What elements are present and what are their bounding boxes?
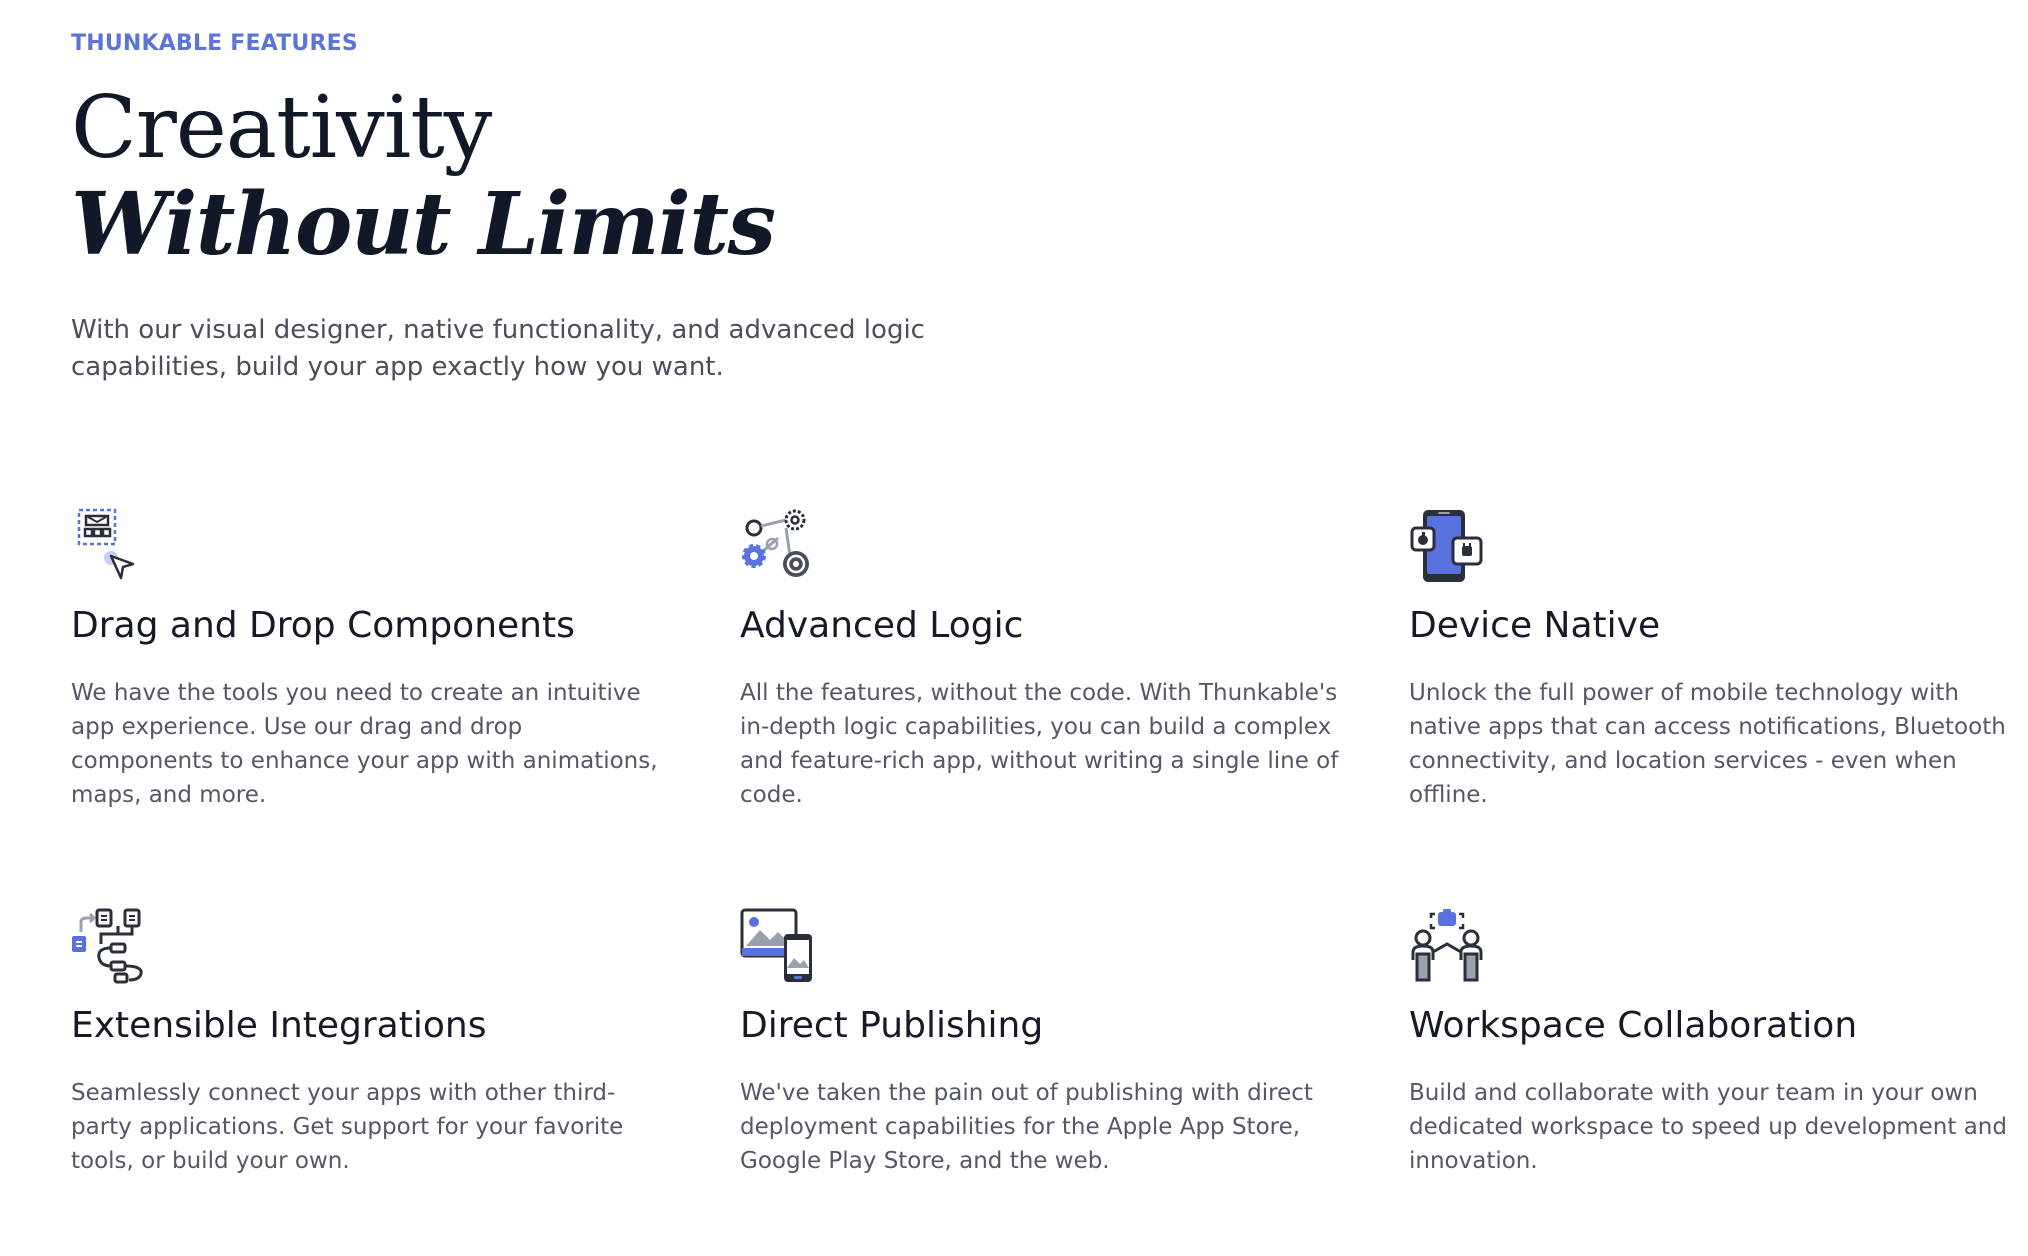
logic-gears-icon xyxy=(740,508,816,584)
feature-card-advanced-logic xyxy=(740,508,1360,838)
feature-card-collaboration xyxy=(1409,908,2028,1208)
drag-drop-icon xyxy=(71,508,147,584)
feature-title: Workspace Collaboration xyxy=(1409,1005,1858,1046)
team-collaboration-icon xyxy=(1409,908,1485,984)
publishing-devices-icon xyxy=(740,908,816,984)
feature-description: All the features, without the code. With Thunkable's in-depth logic capabilities, you can build a complex and feature-rich app, without writing a single line of code. xyxy=(740,680,1339,808)
section-eyebrow: THUNKABLE FEATURES xyxy=(71,31,358,56)
feature-title: Advanced Logic xyxy=(740,605,1024,646)
feature-title: Drag and Drop Components xyxy=(71,605,575,646)
feature-description: We've taken the pain out of publishing with direct deployment capabilities for the Apple App Store, Google Play Store, and the web. xyxy=(740,1080,1313,1174)
page-title xyxy=(71,78,775,275)
feature-title: Extensible Integrations xyxy=(71,1005,487,1046)
feature-description: Seamlessly connect your apps with other third-party applications. Get support for your favorite tools, or build your own. xyxy=(71,1080,624,1174)
feature-card-publishing xyxy=(740,908,1360,1208)
section-lead: With our visual designer, native functionality, and advanced logic capabilities, build your app exactly how you want. xyxy=(71,315,925,382)
title-line-2: Without Limits xyxy=(71,174,775,275)
mobile-device-icon xyxy=(1409,508,1485,584)
integrations-flow-icon xyxy=(71,908,147,984)
feature-title: Device Native xyxy=(1409,605,1661,646)
feature-card-drag-drop xyxy=(71,508,691,838)
feature-description: Unlock the full power of mobile technology with native apps that can access notifications, Bluetooth connectivity, and location services - even when offline. xyxy=(1409,680,2006,808)
feature-title: Direct Publishing xyxy=(740,1005,1044,1046)
feature-description: We have the tools you need to create an intuitive app experience. Use our drag and drop components to enhance your app with animations, maps, and more. xyxy=(71,680,658,808)
features-section xyxy=(71,0,2011,1256)
title-line-1: Creativity xyxy=(71,78,492,178)
feature-card-device-native xyxy=(1409,508,2028,838)
feature-card-integrations xyxy=(71,908,691,1208)
feature-description: Build and collaborate with your team in your own dedicated workspace to speed up development and innovation. xyxy=(1409,1080,2007,1174)
